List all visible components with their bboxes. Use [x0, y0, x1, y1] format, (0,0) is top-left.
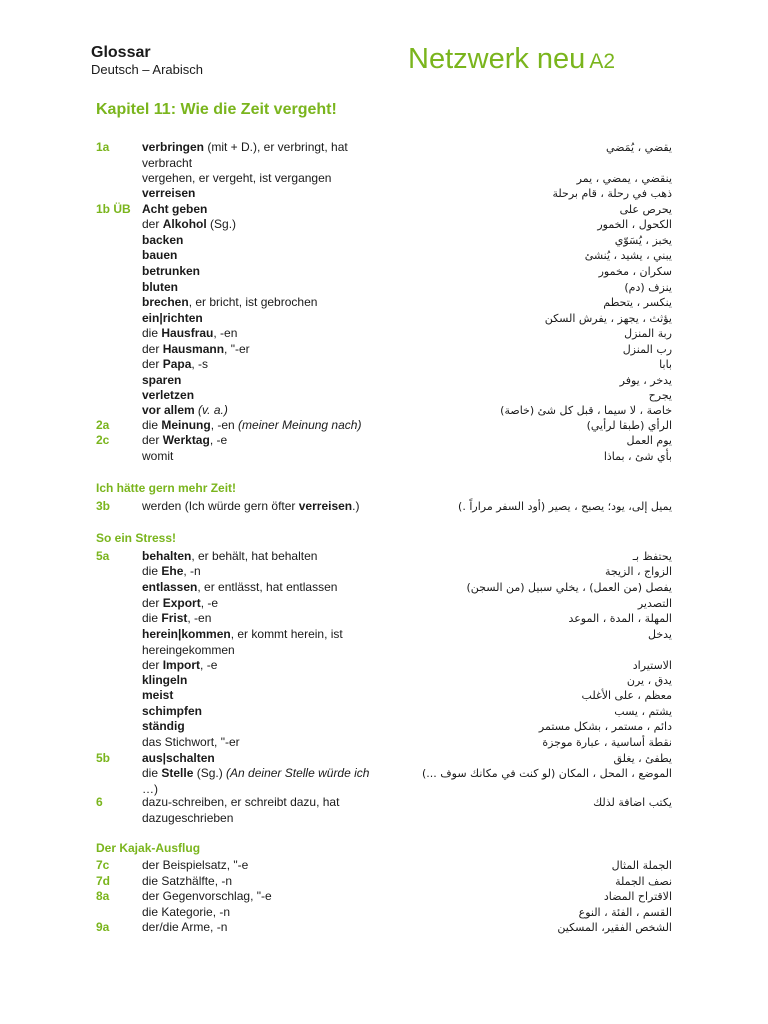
german-term: die Satzhälfte, -n — [142, 874, 233, 888]
arabic-translation: يحرص على — [619, 203, 672, 216]
german-term: bauen — [142, 248, 178, 262]
arabic-translation: يجرح — [648, 389, 672, 402]
glossary-entry-row — [0, 403, 768, 419]
glossary-entry-row — [0, 357, 768, 373]
glossary-entry-row — [0, 611, 768, 627]
german-term: vergehen, er vergeht, ist vergangen — [142, 171, 332, 185]
glossary-entry-row — [0, 311, 768, 327]
brand-level: A2 — [589, 50, 615, 73]
arabic-translation: ربة المنزل — [624, 327, 672, 340]
german-term: der/die Arme, -n — [142, 920, 228, 934]
german-term: vor allem (v. a.) — [142, 403, 228, 417]
glossary-title: Glossar — [91, 44, 151, 61]
german-term: Acht geben — [142, 202, 208, 216]
german-term: behalten, er behält, hat behalten — [142, 549, 318, 563]
glossary-entry-row — [0, 549, 768, 565]
exercise-number: 3b — [96, 499, 111, 513]
german-term: verbringen (mit + D.), er verbringt, hat — [142, 140, 348, 154]
arabic-translation: المهلة ، المدة ، الموعد — [568, 612, 672, 625]
arabic-translation: ينكسر ، يتحطم — [603, 296, 672, 309]
arabic-translation: القسم ، الفئة ، النوع — [578, 906, 672, 919]
german-term: womit — [142, 449, 174, 463]
german-term: verreisen — [142, 186, 196, 200]
exercise-number: 1b ÜB — [96, 202, 131, 216]
glossary-entry-row — [0, 905, 768, 921]
glossary-entry-row — [0, 688, 768, 704]
glossary-entry-row — [0, 342, 768, 358]
arabic-translation: يشتم ، يسب — [614, 705, 672, 718]
arabic-translation: نصف الجملة — [615, 875, 672, 888]
glossary-entry-row — [0, 580, 768, 596]
glossary-entry-row — [0, 719, 768, 735]
glossary-entry-row — [0, 449, 768, 465]
arabic-translation: يفصل (من العمل) ، يخلي سبيل (من السجن) — [466, 581, 672, 594]
glossary-entry-row — [0, 295, 768, 311]
arabic-translation: خاصة ، لا سيما ، قبل كل شئ (خاصة) — [500, 404, 672, 417]
glossary-entry-row — [0, 751, 768, 767]
exercise-number: 5a — [96, 549, 110, 563]
german-term: meist — [142, 688, 174, 702]
glossary-entry-row — [0, 874, 768, 890]
exercise-number: 9a — [96, 920, 110, 934]
glossary-entry-row — [0, 673, 768, 689]
german-term: entlassen, er entlässt, hat entlassen — [142, 580, 338, 594]
german-term: bluten — [142, 280, 178, 294]
arabic-translation: يدخل — [648, 628, 672, 641]
german-term: klingeln — [142, 673, 188, 687]
german-term: brechen, er bricht, ist gebrochen — [142, 295, 318, 309]
glossary-entry-row — [0, 811, 768, 827]
arabic-translation: دائم ، مستمر ، بشكل مستمر — [538, 720, 672, 733]
german-term: ständig — [142, 719, 185, 733]
german-term: sparen — [142, 373, 182, 387]
arabic-translation: يؤثث ، يجهز ، يفرش السكن — [544, 312, 672, 325]
arabic-translation: يبني ، يشيد ، يُنشئ — [584, 249, 672, 262]
arabic-translation: نقطة أساسية ، عبارة موجزة — [542, 736, 672, 749]
glossary-entry-row — [0, 156, 768, 172]
german-term: der Alkohol (Sg.) — [142, 217, 237, 231]
glossary-entry-row — [0, 217, 768, 233]
glossary-subtitle: Deutsch – Arabisch — [91, 62, 204, 77]
glossary-entry-row — [0, 735, 768, 751]
german-term: der Papa, -s — [142, 357, 209, 371]
german-term: der Export, -e — [142, 596, 219, 610]
arabic-translation: الزواج ، الزيجة — [604, 565, 672, 578]
glossary-entry-row — [0, 171, 768, 187]
german-term: werden (Ich würde gern öfter verreisen.) — [142, 499, 360, 513]
arabic-translation: الشخص الفقير، المسكين — [557, 921, 672, 934]
glossary-entry-row — [0, 858, 768, 874]
arabic-translation: ينزف (دم) — [624, 281, 672, 294]
german-term: das Stichwort, "-er — [142, 735, 240, 749]
arabic-translation: رب المنزل — [622, 343, 672, 356]
german-term: der Gegenvorschlag, "-e — [142, 889, 272, 903]
arabic-translation: الكحول ، الخمور — [597, 218, 672, 231]
arabic-translation: الجملة المثال — [611, 859, 672, 872]
german-term: …) — [142, 782, 158, 796]
chapter-title: Kapitel 11: Wie die Zeit vergeht! — [96, 101, 337, 118]
glossary-entry-row — [0, 248, 768, 264]
exercise-number: 2c — [96, 433, 110, 447]
german-term: betrunken — [142, 264, 201, 278]
section-heading: So ein Stress! — [96, 531, 177, 545]
glossary-entry-row — [0, 326, 768, 342]
glossary-entry-row — [0, 280, 768, 296]
glossary-entry-row — [0, 233, 768, 249]
arabic-translation: يحتفظ بـ — [632, 550, 672, 563]
german-term: verletzen — [142, 388, 195, 402]
german-term: der Werktag, -e — [142, 433, 228, 447]
glossary-entry-row — [0, 373, 768, 389]
glossary-entry-row — [0, 264, 768, 280]
arabic-translation: الموضع ، المحل ، المكان (لو كنت في مكانك سوف ...) — [421, 767, 672, 780]
german-term: die Kategorie, -n — [142, 905, 231, 919]
exercise-number: 1a — [96, 140, 110, 154]
glossary-entry-row — [0, 202, 768, 218]
section-heading: Der Kajak-Ausflug — [96, 841, 201, 855]
german-term: ein|richten — [142, 311, 203, 325]
german-term: aus|schalten — [142, 751, 215, 765]
glossary-entry-row — [0, 704, 768, 720]
german-term: die Hausfrau, -en — [142, 326, 238, 340]
glossary-entry-row — [0, 596, 768, 612]
german-term: verbracht — [142, 156, 193, 170]
arabic-translation: يدق ، يرن — [626, 674, 672, 687]
german-term: dazu-schreiben, er schreibt dazu, hat — [142, 795, 340, 809]
glossary-entry-row — [0, 795, 768, 811]
german-term: die Frist, -en — [142, 611, 212, 625]
exercise-number: 7c — [96, 858, 110, 872]
arabic-translation: يطفئ ، يغلق — [613, 752, 672, 765]
exercise-number: 7d — [96, 874, 111, 888]
arabic-translation: بابا — [659, 358, 672, 371]
glossary-entry-row — [0, 564, 768, 580]
section-heading: Ich hätte gern mehr Zeit! — [96, 481, 237, 495]
exercise-number: 5b — [96, 751, 111, 765]
brand-name: Netzwerk neu — [408, 43, 586, 75]
arabic-translation: يدخر ، يوفر — [619, 374, 672, 387]
arabic-translation: سكران ، مخمور — [598, 265, 672, 278]
arabic-translation: ينقضي ، يمضي ، يمر — [576, 172, 672, 185]
german-term: die Meinung, -en (meiner Meinung nach) — [142, 418, 362, 432]
arabic-translation: التصدير — [637, 597, 672, 610]
glossary-entry-row — [0, 140, 768, 156]
exercise-number: 6 — [96, 795, 103, 809]
glossary-entry-row — [0, 433, 768, 449]
arabic-translation: يكتب اضافة لذلك — [593, 796, 672, 809]
arabic-translation: معظم ، على الأغلب — [581, 689, 672, 702]
arabic-translation: يوم العمل — [626, 434, 672, 447]
glossary-entry-row — [0, 766, 768, 782]
german-term: der Beispielsatz, "-e — [142, 858, 249, 872]
arabic-translation: ذهب في رحلة ، قام برحلة — [552, 187, 672, 200]
exercise-number: 8a — [96, 889, 110, 903]
arabic-translation: يقضي ، يُمَضي — [605, 141, 672, 154]
arabic-translation: الاستيراد — [632, 659, 672, 672]
german-term: schimpfen — [142, 704, 203, 718]
arabic-translation: يميل إلى، يود؛ يصبح ، يصير (أود السفر مراراً .) — [458, 500, 672, 513]
german-term: herein|kommen, er kommt herein, ist — [142, 627, 343, 641]
glossary-entry-row — [0, 499, 768, 515]
german-term: der Hausmann, "-er — [142, 342, 250, 356]
german-term: die Stelle (Sg.) (An deiner Stelle würde ich — [142, 766, 370, 780]
glossary-entry-row — [0, 186, 768, 202]
arabic-translation: يخبز ، يُسَوّي — [614, 234, 672, 247]
german-term: der Import, -e — [142, 658, 218, 672]
glossary-entry-row — [0, 418, 768, 434]
glossary-entry-row — [0, 658, 768, 674]
german-term: die Ehe, -n — [142, 564, 201, 578]
glossary-entry-row — [0, 627, 768, 643]
arabic-translation: الرأي (طبقا لرأيي) — [586, 419, 672, 432]
arabic-translation: بأي شئ ، بماذا — [603, 450, 672, 463]
german-term: hereingekommen — [142, 643, 235, 657]
german-term: dazugeschrieben — [142, 811, 234, 825]
exercise-number: 2a — [96, 418, 110, 432]
glossary-entry-row — [0, 388, 768, 404]
glossary-entry-row — [0, 889, 768, 905]
glossary-entry-row — [0, 920, 768, 936]
german-term: backen — [142, 233, 184, 247]
arabic-translation: الاقتراح المضاد — [603, 890, 672, 903]
glossary-entry-row — [0, 643, 768, 659]
